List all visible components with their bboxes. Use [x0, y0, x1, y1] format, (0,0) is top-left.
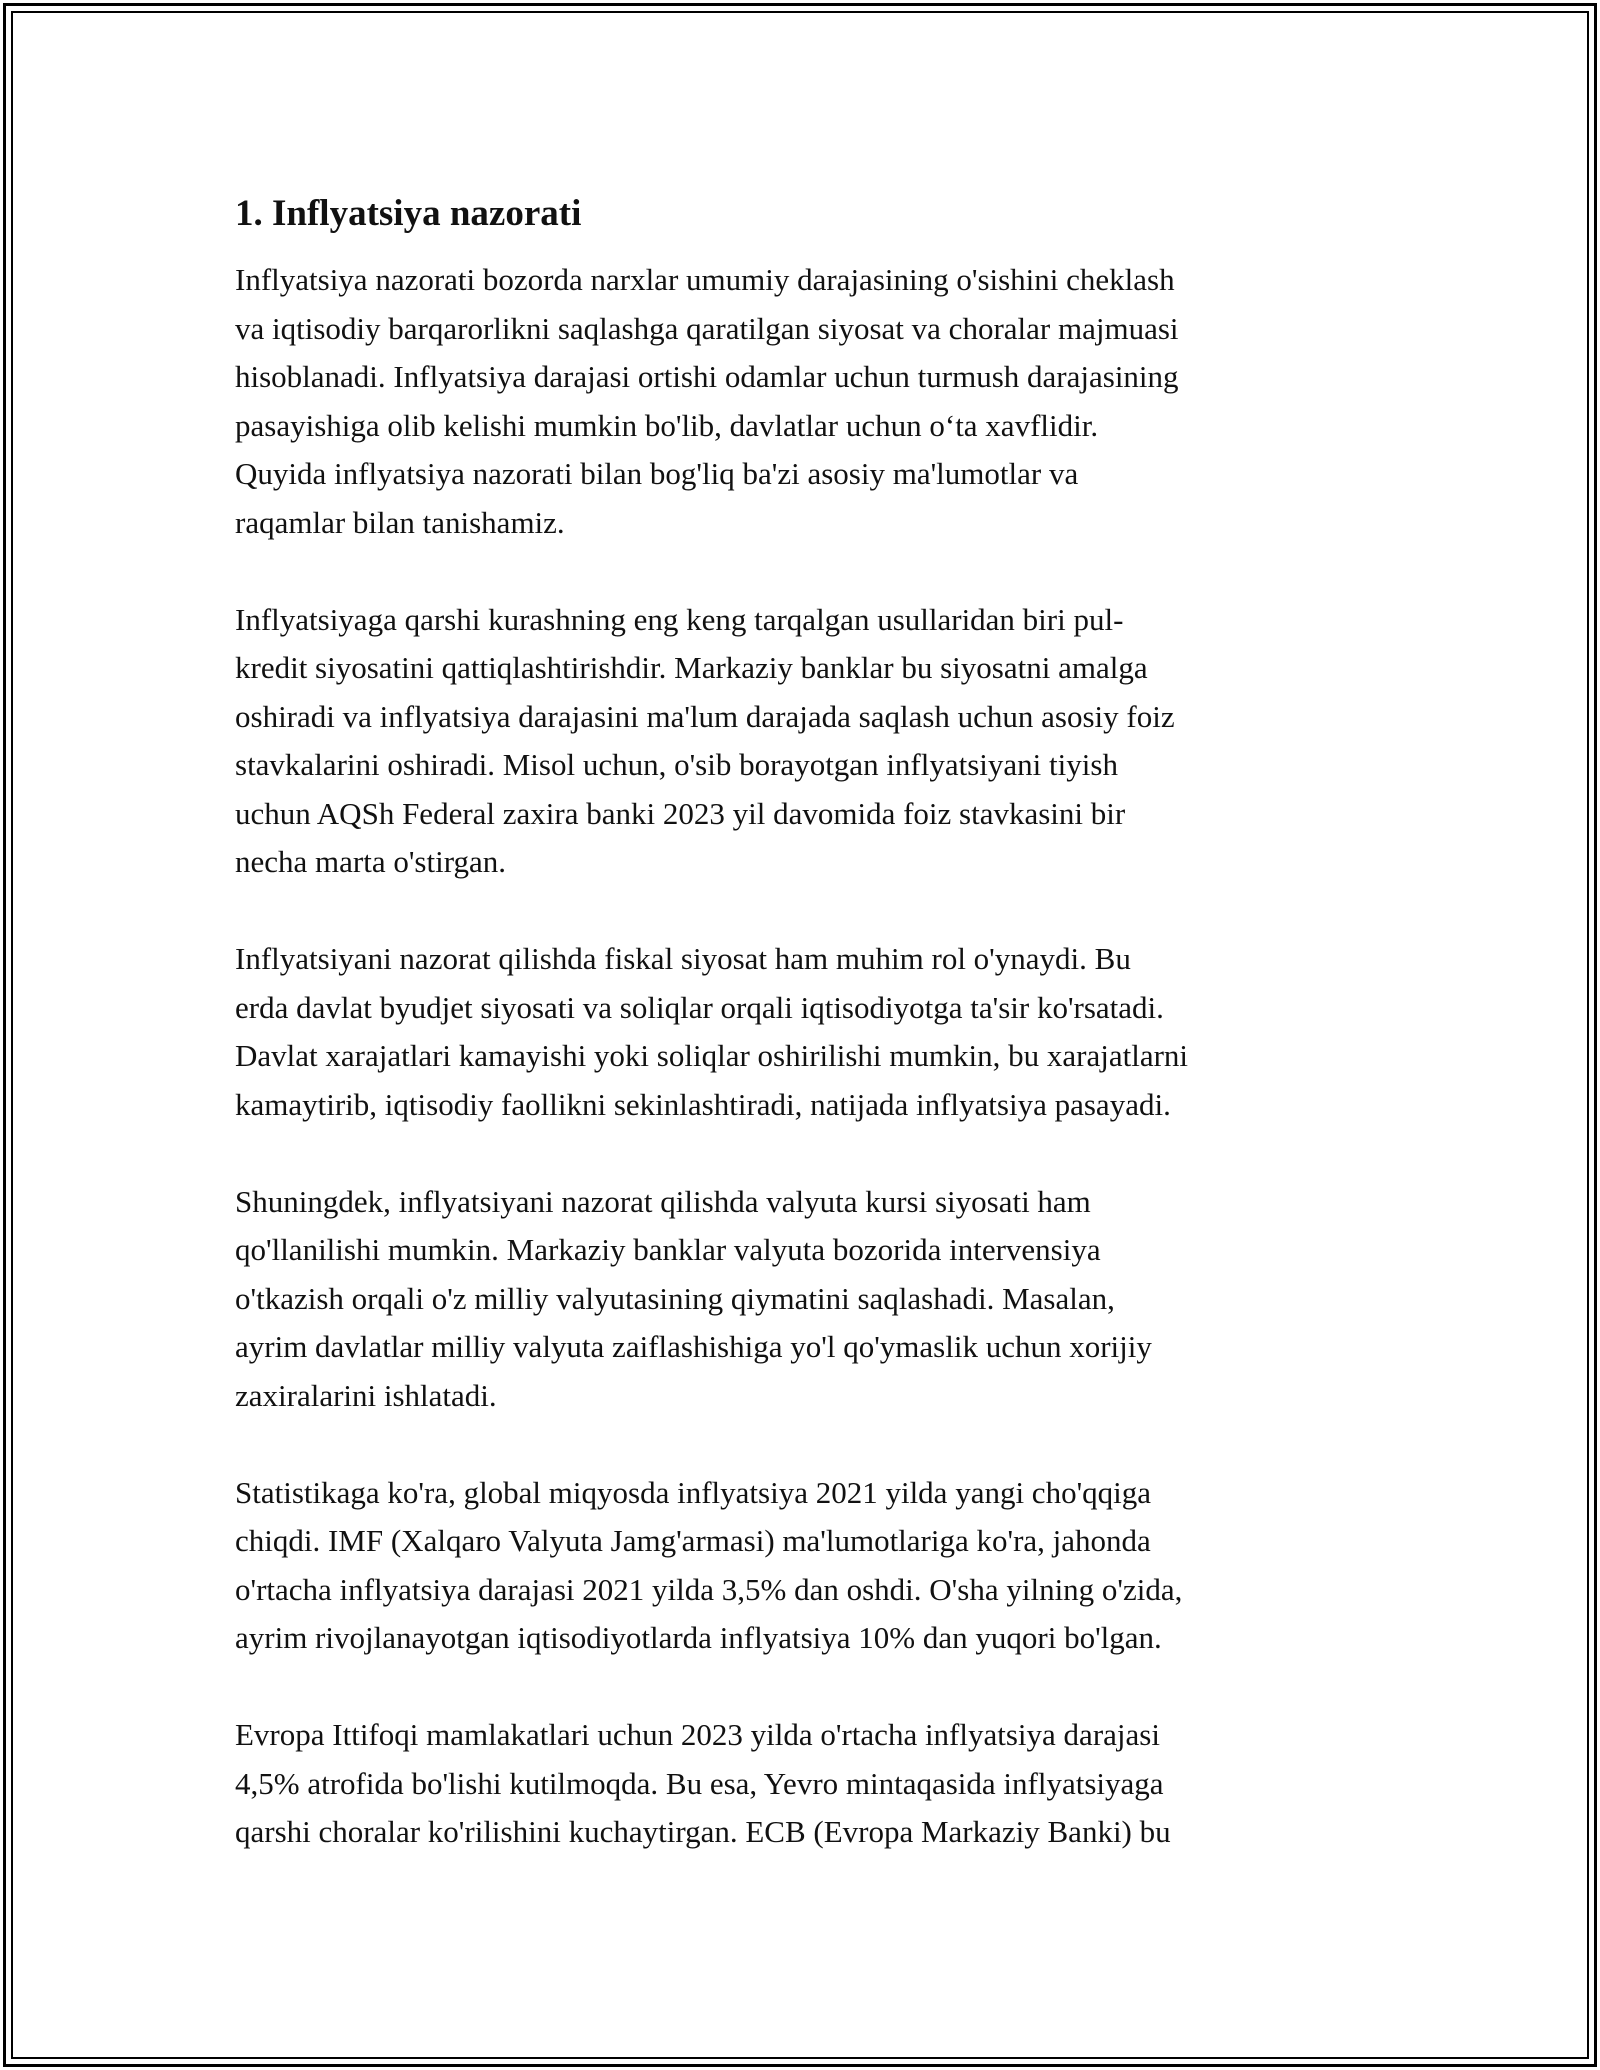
text-line: zaxiralarini ishlatadi. [235, 1377, 497, 1413]
text-line: qarshi choralar ko'rilishini kuchaytirgan. ECB (Evropa Markaziy Banki) bu [235, 1814, 1171, 1849]
paragraph-2 [235, 596, 1375, 887]
text-line: Quyida inflyatsiya nazorati bilan bog'liq ba'zi asosiy ma'lumotlar va [235, 456, 1079, 491]
paragraph-3 [235, 935, 1375, 1129]
text-line: ayrim rivojlanayotgan iqtisodiyotlarda inflyatsiya 10% dan yuqori bo'lgan. [235, 1620, 1162, 1655]
text-line: stavkalarini oshiradi. Misol uchun, o'sib borayotgan inflyatsiyani tiyish [235, 747, 1118, 782]
text-line: raqamlar bilan tanishamiz. [235, 504, 565, 540]
text-line: kamaytirib, iqtisodiy faollikni sekinlashtiradi, natijada inflyatsiya pasayadi. [235, 1086, 1171, 1122]
text-line: kredit siyosatini qattiqlashtirishdir. Markaziy banklar bu siyosatni amalga [235, 650, 1148, 685]
text-line: Inflyatsiyaga qarshi kurashning eng keng tarqalgan usullaridan biri pul- [235, 601, 1124, 637]
document-body [235, 190, 1375, 1857]
section-heading: 1. Inflyatsiya nazorati [235, 193, 582, 234]
text-line: Inflyatsiya nazorati bozorda narxlar umumiy darajasining o'sishini cheklash [235, 262, 1175, 297]
text-line: Evropa Ittifoqi mamlakatlari uchun 2023 yilda o'rtacha inflyatsiya darajasi [235, 1717, 1160, 1752]
text-line: uchun AQSh Federal zaxira banki 2023 yil davomida foiz stavkasini bir [235, 795, 1126, 831]
paragraph-5 [235, 1469, 1375, 1663]
text-line: Statistikaga ko'ra, global miqyosda inflyatsiya 2021 yilda yangi cho'qqiga [235, 1474, 1152, 1510]
text-line: Inflyatsiyani nazorat qilishda fiskal siyosat ham muhim rol o'ynaydi. Bu [235, 941, 1131, 976]
text-line: 4,5% atrofida bo'lishi kutilmoqda. Bu esa, Yevro mintaqasida inflyatsiyaga [235, 1765, 1164, 1801]
text-line: hisoblanadi. Inflyatsiya darajasi ortishi odamlar uchun turmush darajasining [235, 359, 1179, 394]
text-line: erda davlat byudjet siyosati va soliqlar orqali iqtisodiyotga ta'sir ko'rsatadi. [235, 989, 1164, 1025]
text-line: va iqtisodiy barqarorlikni saqlashga qaratilgan siyosat va choralar majmuasi [235, 310, 1179, 346]
text-line: o'rtacha inflyatsiya darajasi 2021 yilda 3,5% dan oshdi. O'sha yilning o'zida, [235, 1571, 1183, 1607]
text-line: ayrim davlatlar milliy valyuta zaiflashishiga yo'l qo'ymaslik uchun xorijiy [235, 1329, 1152, 1364]
text-line: chiqdi. IMF (Xalqaro Valyuta Jamg'armasi) ma'lumotlariga ko'ra, jahonda [235, 1523, 1151, 1558]
text-line: Shuningdek, inflyatsiyani nazorat qilishda valyuta kursi siyosati ham [235, 1183, 1091, 1219]
text-line: necha marta o'stirgan. [235, 844, 506, 879]
text-line: pasayishiga olib kelishi mumkin bo'lib, davlatlar uchun o‘ta xavflidir. [235, 407, 1099, 443]
paragraph-4 [235, 1178, 1375, 1421]
paragraph-1 [235, 256, 1375, 547]
text-line: o'tkazish orqali o'z milliy valyutasining qiymatini saqlashadi. Masalan, [235, 1280, 1115, 1316]
text-line: Davlat xarajatlari kamayishi yoki soliqlar oshirilishi mumkin, bu xarajatlarni [235, 1038, 1189, 1073]
paragraph-6 [235, 1711, 1375, 1857]
text-line: oshiradi va inflyatsiya darajasini ma'lum darajada saqlash uchun asosiy foiz [235, 698, 1175, 734]
text-line: qo'llanilishi mumkin. Markaziy banklar valyuta bozorida intervensiya [235, 1232, 1101, 1267]
